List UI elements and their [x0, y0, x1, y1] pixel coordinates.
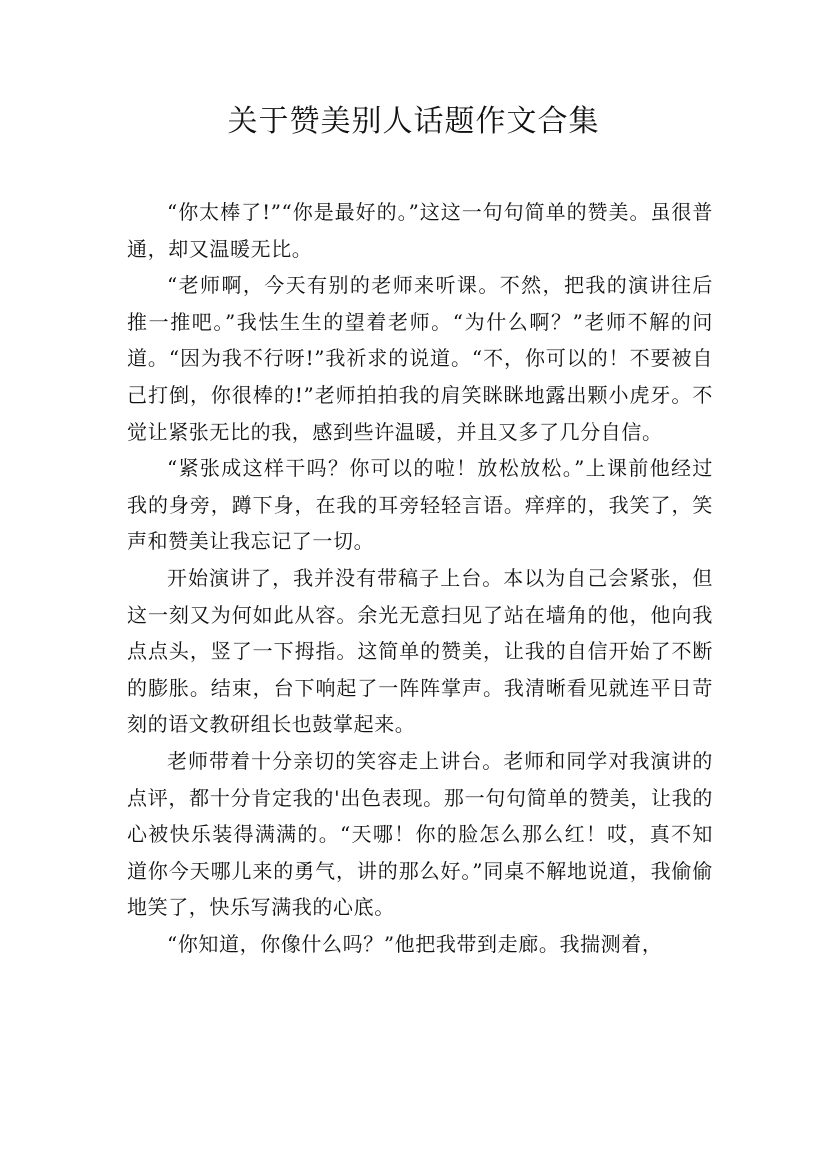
paragraph-6: “你知道，你像什么吗？”他把我带到走廊。我揣测着， — [167, 931, 663, 956]
document-title: 关于赞美别人话题作文合集 — [227, 104, 600, 139]
paragraph-1: “你太棒了!”“你是最好的。”这这一句句简单的赞美。虽很普通，却又温暖无比。 — [127, 200, 713, 261]
paragraph-3: “紧张成这样干吗？你可以的啦！放松放松。”上课前他经过我的身旁，蹲下身，在我的耳旁轻轻言语。痒痒的，我笑了，笑声和赞美让我忘记了一切。 — [127, 456, 713, 554]
paragraph-5: 老师带着十分亲切的笑容走上讲台。老师和同学对我演讲的点评，都十分肯定我的'出色表现。那一句句简单的赞美，让我的心被快乐装得满满的。“天哪！你的脸怎么那么红！哎，真不知道你今天哪儿来的勇气，讲的那么好。”同桌不解地说道，我偷偷地笑了，快乐写满我的心底。 — [127, 748, 713, 920]
document-body — [127, 194, 713, 962]
paragraph-2: “老师啊，今天有别的老师来听课。不然，把我的演讲往后推一推吧。”我怯生生的望着老师。“为什么啊？”老师不解的问道。“因为我不行呀!”我祈求的说道。“不，你可以的！不要被自己打倒，你很棒的!”老师拍拍我的肩笑眯眯地露出颗小虎牙。不觉让紧张无比的我，感到些许温暖，并且又多了几分自信。 — [127, 273, 713, 444]
paragraph-4: 开始演讲了，我并没有带稿子上台。本以为自己会紧张，但这一刻又为何如此从容。余光无意扫见了站在墙角的他，他向我点点头，竖了一下拇指。这简单的赞美，让我的自信开始了不断的膨胀。结束，台下响起了一阵阵掌声。我清晰看见就连平日苛刻的语文教研组长也鼓掌起来。 — [127, 565, 713, 737]
